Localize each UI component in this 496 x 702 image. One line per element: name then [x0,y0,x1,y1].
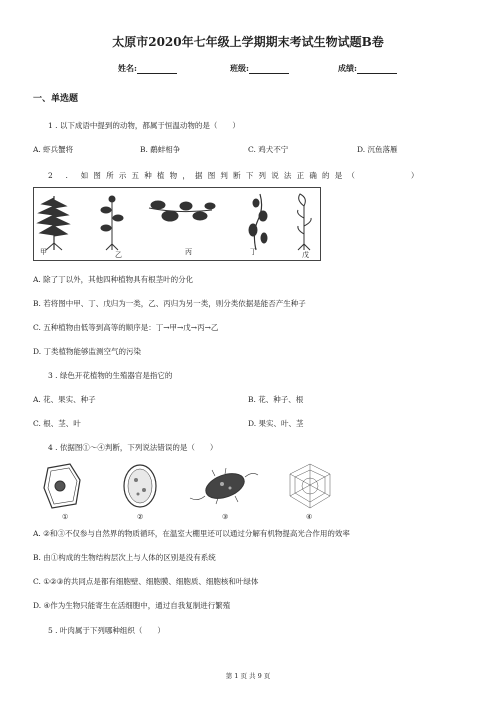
name-blank [137,65,177,74]
name-field [118,63,177,74]
question-2-option-a: A. 除了丁以外，其他四种植物具有根茎叶的分化 [33,275,194,284]
section-heading: 一、单选题 [33,94,79,104]
question-4-option-b: B. 由①构成的生物结构层次上与人体的区别是没有系统 [33,553,216,562]
leafy-branch-illustration [149,201,215,221]
question-4-option-c: C. ①②③的共同点是都有细胞壁、细胞膜、细胞质、细胞核和叶绿体 [33,577,259,586]
moss-illustration [298,194,312,250]
yeast-cell-illustration [124,465,156,507]
question-4-option-a: A. ②和③不仅参与自然界的物质循环，在温室大棚里还可以通过分解有机物提高光合作用的效率 [33,529,350,538]
plants-figure [33,187,321,261]
score-field [338,63,397,74]
cell-label-1: ① [62,513,69,521]
cell-label-2: ② [137,513,144,521]
question-4-option-d: D. ④作为生物只能寄生在活细胞中，通过自我复制进行繁殖 [33,601,231,610]
question-1-option-c: C. 鸡犬不宁 [248,145,289,154]
class-blank [249,65,289,74]
flowering-plant-illustration [101,196,123,250]
cell-label-4: ④ [306,513,313,521]
question-1-option-b: B. 鹬蚌相争 [140,145,181,154]
question-3-stem: 3 . 绿色开花植物的生殖器官是指它的 [48,371,173,380]
plant-label-wu: 戊 [302,251,309,259]
plant-label-bing: 丙 [185,248,192,256]
question-3-option-a: A. 花、果实、种子 [33,395,96,404]
question-1-stem: 1 . 以下成语中提到的动物，都属于恒温动物的是（ ） [48,121,240,130]
class-label: 班级: [230,63,249,73]
question-3-option-c: C. 根、茎、叶 [33,419,81,428]
question-2-option-b: B. 若将图中甲、丁、戊归为一类，乙、丙归为另一类，则分类依据是能否产生种子 [33,299,306,308]
question-4-stem: 4 . 依据图①～④判断，下列说法错误的是（ ） [48,443,218,452]
page-title: 太原市2020年七年级上学期期末考试生物试题B卷 [112,35,384,49]
plant-label-jia: 甲 [40,248,47,256]
question-2-option-d: D. 丁类植物能够监测空气的污染 [33,347,142,356]
algae-illustration [249,194,267,250]
question-2-option-c: C. 五种植物由低等到高等的顺序是：丁→甲→戊→丙→乙 [33,323,219,332]
cell-label-3: ③ [222,513,229,521]
question-3-option-b: B. 花、种子、根 [248,395,304,404]
plant-cell-illustration [44,464,80,508]
question-5-stem: 5 . 叶肉属于下列哪种组织（ ） [48,626,165,635]
bacterium-illustration [190,468,258,504]
virus-illustration [290,464,330,508]
plant-label-ding: 丁 [250,248,257,256]
page-footer: 第 1 页 共 9 页 [225,672,271,680]
cells-figure [40,462,340,514]
fern-illustration [38,196,69,250]
name-label: 姓名: [118,63,137,73]
score-label: 成绩: [338,63,357,73]
plant-label-yi: 乙 [115,251,122,259]
question-1-option-d: D. 沉鱼落雁 [357,145,398,154]
question-1-option-a: A. 虾兵蟹将 [33,145,74,154]
question-2-stem: 2 . 如图所示五种植物，据图判断下列说法正确的是（ ） [48,171,424,180]
class-field [230,63,289,74]
question-3-option-d: D. 果实、叶、茎 [248,419,304,428]
score-blank [357,65,397,74]
